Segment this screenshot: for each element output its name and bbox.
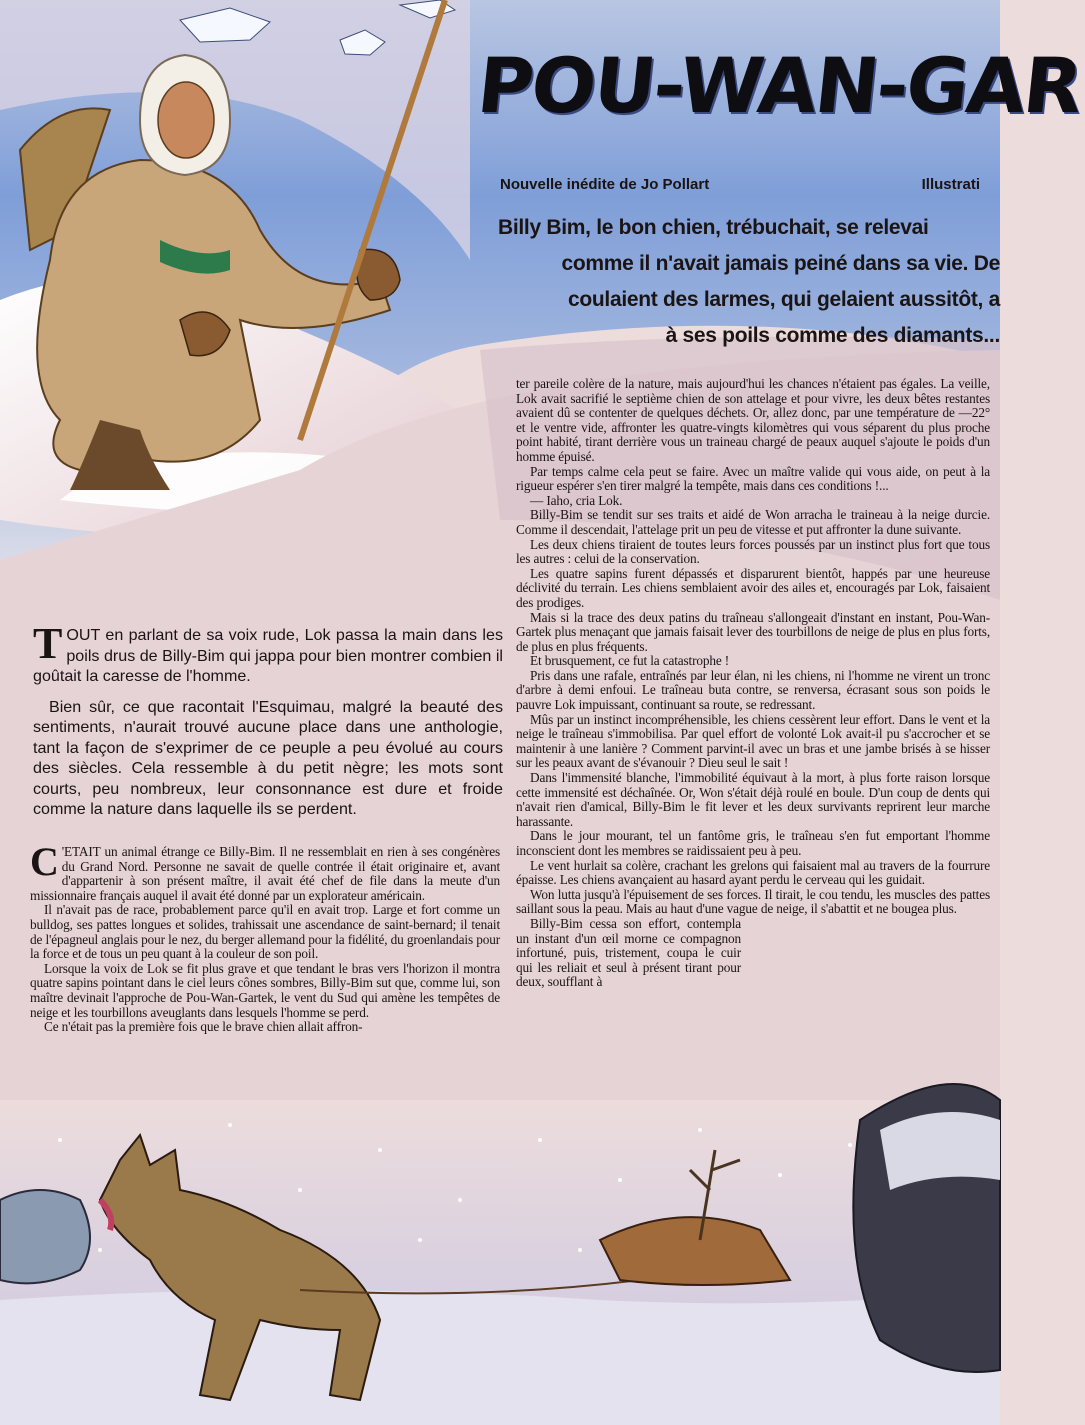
body-paragraph: Dans le jour mourant, tel un fantôme gris, le traîneau s'en fut emportant l'homme inconscient dont les membres se raidissaient peu à peu.: [516, 828, 990, 858]
lead-paragraph: [488, 210, 1000, 356]
drop-cap: C: [30, 839, 59, 884]
drop-cap: T: [33, 619, 63, 668]
illustrator-credit: Illustrati: [921, 176, 980, 193]
body-paragraph: [30, 839, 500, 903]
author-credit: Nouvelle inédite de Jo Pollart: [500, 176, 710, 193]
lead-line: coulaient des larmes, qui gelaient aussitôt, a: [568, 288, 1000, 311]
body-paragraph: Won lutta jusqu'à l'épuisement de ses forces. Il tirait, le cou tendu, les muscles des pattes saillant sous la peau. Mais au haut d'une vague de neige, il s'abattit et ne bougea plus.: [516, 886, 990, 917]
body-paragraph: Billy-Bim se tendit sur ses traits et aidé de Won arracha le traineau à la neige durcie. Comme il descendait, l'attelage prit un peu de vitesse et put affronter la dune suivante.: [516, 507, 990, 537]
body-paragraph: Mûs par un instinct incompréhensible, les chiens cessèrent leur effort. Dans le vent et la neige le traîneau s'immobilisa. Par quel effort de volonté Lok avait-il pu s'accrocher et se maintenir à une lanière ? Comment parvint-il avec un bras et une jambe brisés à se hisser sur les peaux avant de s'évanouir ? Dieu seul le sait !: [516, 711, 990, 771]
body-paragraph: — Iaho, cria Lok.: [530, 492, 623, 508]
body-paragraph: Les deux chiens tiraient de toutes leurs forces poussés par un instinct plus fort que tous les autres : celui de la conservation.: [516, 536, 990, 567]
body-column-left: [30, 839, 500, 1100]
body-text: 'ETAIT un animal étrange ce Billy-Bim. Il ne ressemblait en rien à ses congénères du Grand Nord. Personne ne savait de quelle contrée il était originaire et, avant d'appartenir à son présent maître, il avait été chef de file dans la meute d'un missionnaire français auquel il avait été donné par un explorateur américain.: [30, 844, 500, 903]
article-title: POU-WAN-GAR: [473, 41, 1085, 130]
lead-line: Billy Bim, le bon chien, trébuchait, se relevai: [498, 216, 929, 239]
body-column-right: [516, 377, 990, 1102]
intro-section: [33, 619, 503, 830]
body-paragraph: Par temps calme cela peut se faire. Avec un maître valide qui vous aide, on peut à la rigueur espérer s'en tirer malgré la tempête, mais dans ces conditions !...: [516, 463, 990, 494]
intro-paragraph: Bien sûr, ce que racontait l'Esquimau, malgré la beauté des sentiments, n'aurait trouvé aucune place dans une anthologie, tant la façon de s'exprimer de ce peuple a peu évolué au cours des siècles. Cela ressemble à du petit nègre; les mots sont courts, peu nombreux, leur consonnance est dure et froide comme la nature dans laquelle ils se perdent.: [33, 697, 503, 818]
intro-paragraph: [33, 619, 503, 687]
body-paragraph: Les quatre sapins furent dépassés et disparurent bientôt, happés par une heureuse déclivité du terrain. Les chiens semblaient avoir des ailes et, encouragés par Lok, faisaient des prodiges.: [516, 565, 990, 610]
body-paragraph: Et brusquement, ce fut la catastrophe !: [530, 653, 730, 669]
byline: [500, 176, 980, 200]
body-paragraph: Billy-Bim cessa son effort, contempla un instant d'un œil morne ce compagnon infortuné, puis, tristement, coupa le cuir qui les reliait et seul à présent tirant pour deux, soufflant à: [516, 915, 741, 990]
body-paragraph: Ce n'était pas la première fois que le brave chien allait affron-: [44, 1019, 363, 1035]
intro-text: OUT en parlant de sa voix rude, Lok passa la main dans les poils drus de Billy-Bim qui jappa pour bien montrer combien il goûtait la caresse de l'homme.: [33, 626, 503, 685]
body-paragraph: Le vent hurlait sa colère, crachant les grelons qui faisaient mal au travers de la fourrure épaisse. Les chiens avançaient au hasard ayant perdu le cerveau qui les guidait.: [516, 857, 990, 888]
body-paragraph: ter pareile colère de la nature, mais aujourd'hui les chances n'étaient pas égales. La veille, Lok avait sacrifié le septième chien de son attelage et pour vivre, les deux bêtes restantes avaient dû se contenter de quelques déchets. Or, allez donc, par une température de —22° et le ventre vide, affronter les quatre-vingts kilomètres qui vous séparent du plus proche point habité, tirant derrière vous un traineau chargé de peaux auquel s'ajoute le poids d'un homme épuisé.: [516, 376, 990, 464]
lead-line: à ses poils comme des diamants...: [665, 324, 1000, 347]
body-paragraph: Lorsque la voix de Lok se fit plus grave et que tendant le bras vers l'horizon il montra quatre sapins pointant dans le ciel leurs cônes sombres, Billy-Bim sut que, comme lui, son maître devinait l'approche de Pou-Wan-Gartek, le vent du Sud qui amène les tempêtes de neige et les tourbillons aveuglants dans lesquels l'homme se perd.: [30, 960, 500, 1020]
body-paragraph: Dans l'immensité blanche, l'immobilité équivaut à la mort, à plus forte raison lorsque cette immensité est déchaînée. Or, Won s'était déjà roulé en boule. D'un coup de dents qui n'avait rien d'amical, Billy-Bim le fit lever et les deux survivants reprirent leur marche harassante.: [516, 770, 990, 829]
body-paragraph: Mais si la trace des deux patins du traîneau s'allongeait d'instant en instant, Pou-Wan-Gartek plus menaçant que jamais faisait lever des tourbillons de neige de plus en plus forts, de plus en plus fréquents.: [516, 609, 990, 654]
body-paragraph: Pris dans une rafale, entraînés par leur élan, ni les chiens, ni l'homme ne virent un tronc d'arbre à demi enfoui. Le traîneau buta contre, se renversa, écrasant sous son poids le pauvre Lok impuissant, continuant sa route, se redressant.: [516, 667, 990, 713]
body-paragraph: Il n'avait pas de race, probablement parce qu'il en avait trop. Large et fort comme un bulldog, ses pattes longues et solides, trahissait une ascendance de saint-bernard; il tenait de l'épagneul anglais pour le nez, du berger allemand pour la fidélité, du groenlandais pour la force et de tous un peu quant à la couleur de son poil.: [30, 902, 500, 962]
lead-line: comme il n'avait jamais peiné dans sa vie. De: [561, 252, 1000, 275]
